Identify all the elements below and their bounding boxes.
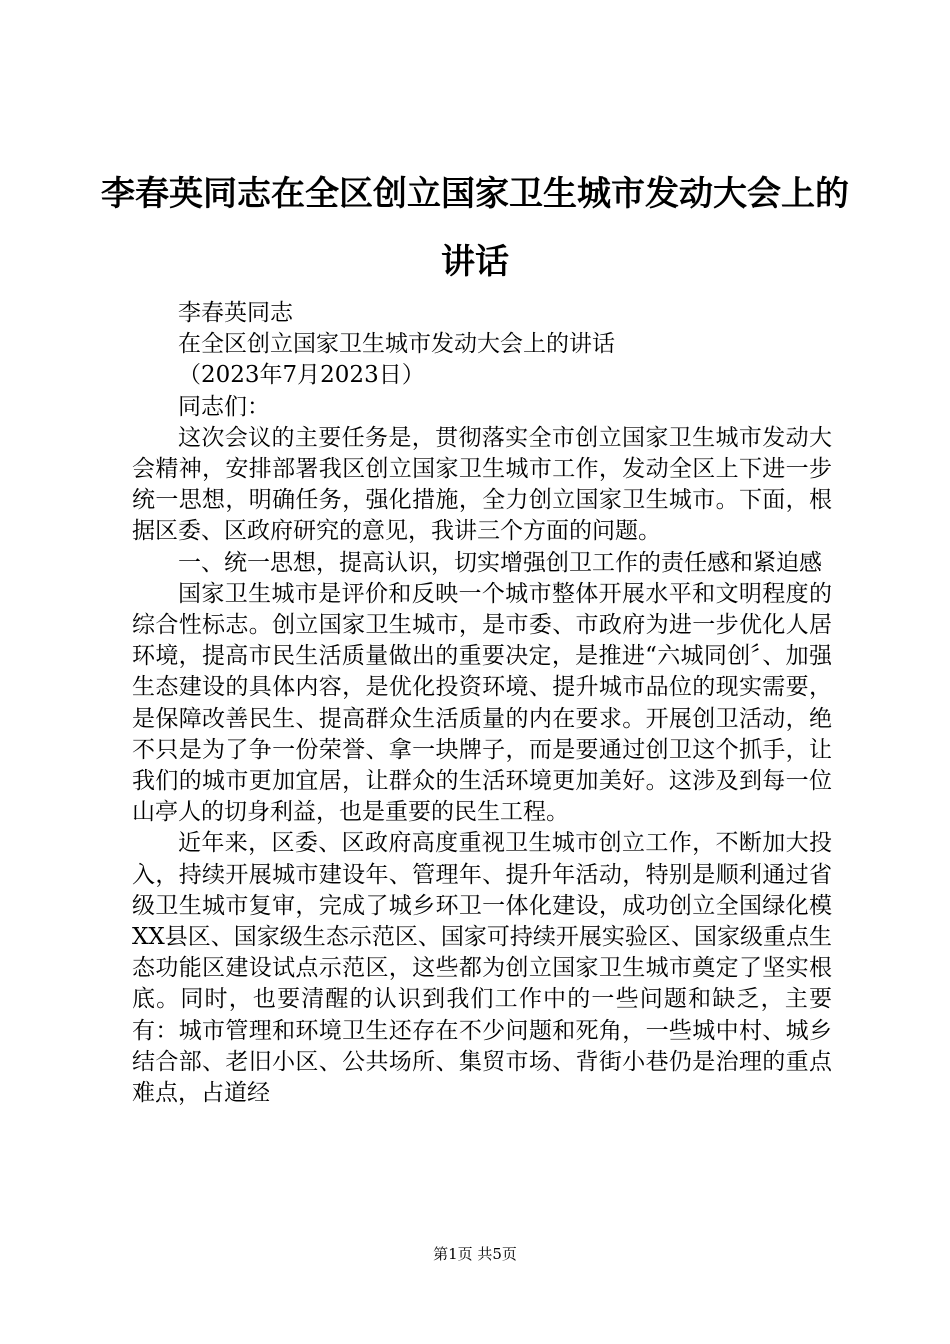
paragraph: 近年来，区委、区政府高度重视卫生城市创立工作，不断加大投入，持续开展城市建设年、管理年、提升年活动，特别是顺利通过省级卫生城市复审，完成了城乡环卫一体化建设，成功创立全国绿化模XX县区、国家级生态示范区、国家可持续开展实验区、国家级重点生态功能区建设试点示范区，这些都为创立国家卫生城市奠定了坚实根底。同时，也要清醒的认识到我们工作中的一些问题和缺乏，主要有：城市管理和环境卫生还存在不少问题和死角，一些城中村、城乡结合部、老旧小区、公共场所、集贸市场、背街小巷仍是治理的重点难点，占道经 <box>132 830 832 1107</box>
paragraph: 这次会议的主要任务是，贯彻落实全市创立国家卫生城市发动大会精神，安排部署我区创立国家卫生城市工作，发动全区上下进一步统一思想，明确任务，强化措施，全力创立国家卫生城市。下面，根据区委、区政府研究的意见，我讲三个方面的问题。 <box>132 424 832 545</box>
section-heading: 一、统一思想，提高认识，切实增强创卫工作的责任感和紧迫感 <box>178 549 822 576</box>
document-title: 李春英同志在全区创立国家卫生城市发动大会上的讲话 <box>101 174 849 282</box>
document-body <box>132 298 832 1109</box>
subtitle-line: 在全区创立国家卫生城市发动大会上的讲话 <box>178 331 615 358</box>
greeting-line: 同志们： <box>178 393 270 420</box>
page-footer: 第1页 共5页 <box>433 1245 517 1263</box>
speaker-line: 李春英同志 <box>178 300 293 326</box>
date-line: （2023年7月2023日） <box>178 362 425 389</box>
paragraph: 国家卫生城市是评价和反映一个城市整体开展水平和文明程度的综合性标志。创立国家卫生城市，是市委、市政府为进一步优化人居环境，提高市民生活质量做出的重要决定，是推进“六城同创〞、加强生态建设的具体内容，是优化投资环境、提升城市品位的现实需要，是保障改善民生、提高群众生活质量的内在要求。开展创卫活动，绝不只是为了争一份荣誉、拿一块牌子，而是要通过创卫这个抓手，让我们的城市更加宜居，让群众的生活环境更加美好。这涉及到每一位山亭人的切身利益，也是重要的民生工程。 <box>132 580 832 826</box>
